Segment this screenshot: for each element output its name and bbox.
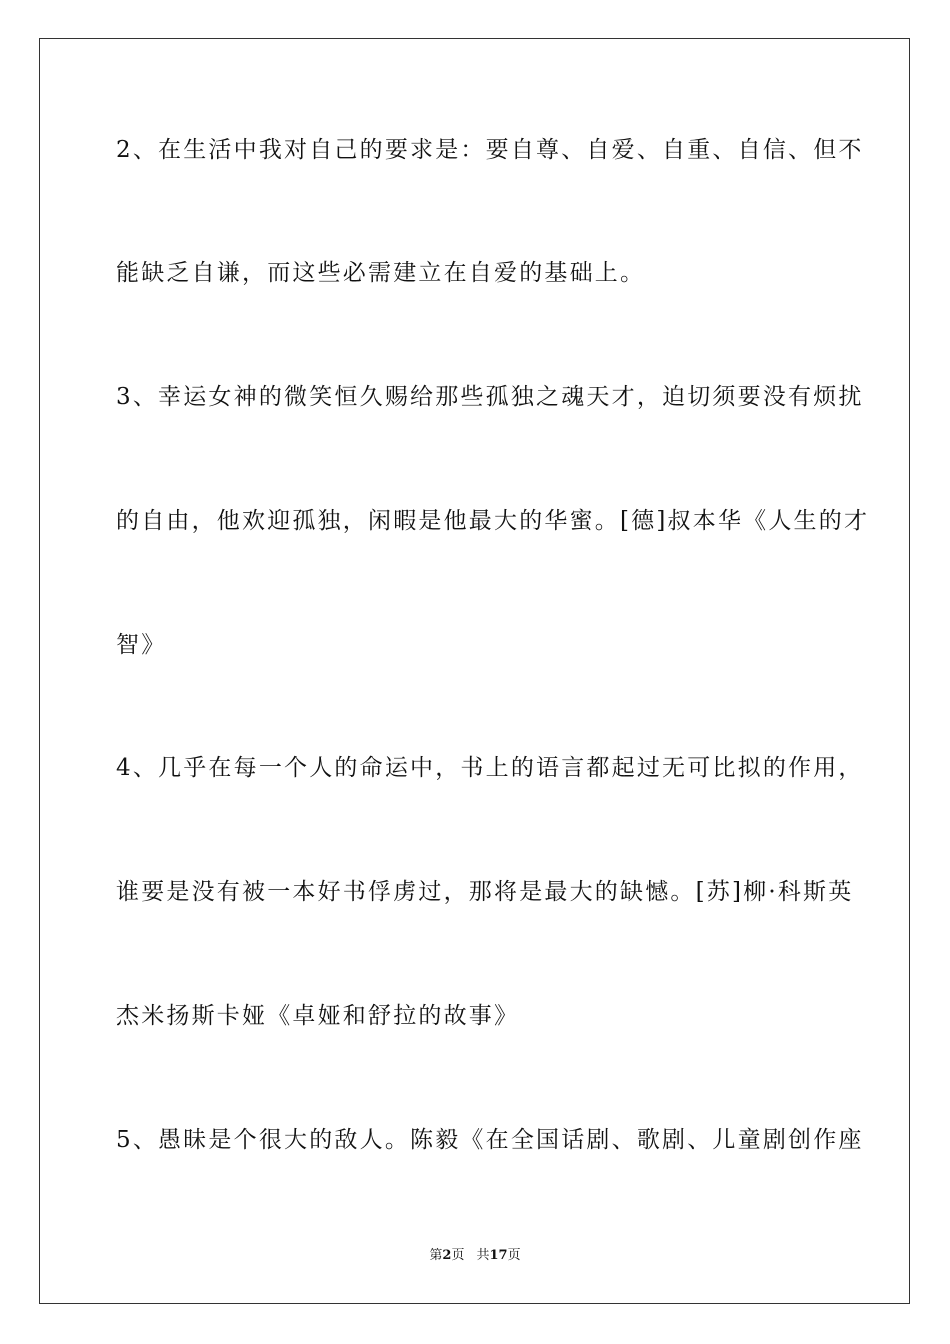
page-label-prefix: 第: [429, 1248, 443, 1263]
text-line: 4、几乎在每一个人的命运中，书上的语言都起过无可比拟的作用，: [116, 755, 864, 781]
text-line: 5、愚昧是个很大的敌人。陈毅《在全国话剧、歌剧、儿童剧创作座: [116, 1127, 864, 1153]
total-label-suffix: 页: [507, 1248, 521, 1263]
page-footer: [0, 1247, 950, 1265]
text-line: 3、幸运女神的微笑恒久赐给那些孤独之魂天才，迫切须要没有烦扰: [116, 384, 864, 410]
page-border: [39, 38, 910, 1304]
total-pages-number: 17: [489, 1248, 508, 1263]
current-page-number: 2: [442, 1248, 452, 1263]
text-line: 杰米扬斯卡娅《卓娅和舒拉的故事》: [116, 1003, 520, 1029]
text-line: 2、在生活中我对自己的要求是：要自尊、自爱、自重、自信、但不: [116, 137, 864, 163]
text-line: 谁要是没有被一本好书俘虏过，那将是最大的缺憾。[苏]柳·科斯英: [116, 879, 854, 905]
text-line: 智》: [116, 632, 167, 658]
text-line: 能缺乏自谦，而这些必需建立在自爱的基础上。: [116, 260, 646, 286]
text-line: 的自由，他欢迎孤独，闲暇是他最大的华蜜。[德]叔本华《人生的才: [116, 508, 870, 534]
page-label-suffix: 页: [451, 1248, 465, 1263]
total-label-prefix: 共: [476, 1248, 490, 1263]
